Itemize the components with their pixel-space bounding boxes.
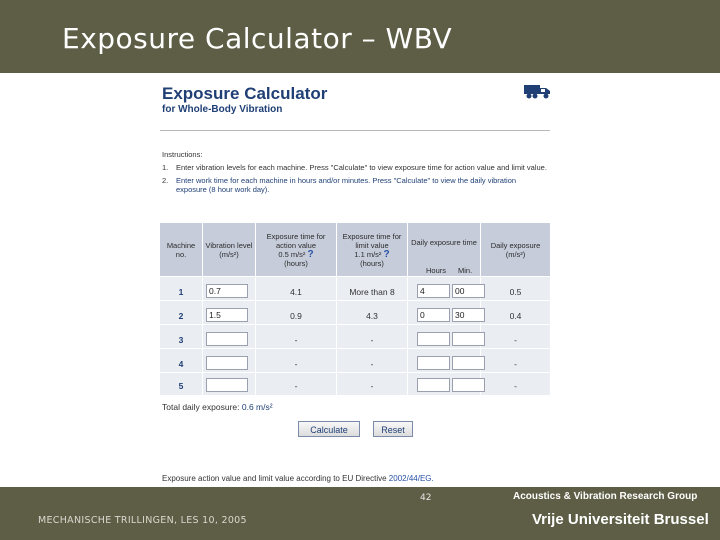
instruction-number: 1. (162, 163, 169, 172)
action-time-value: - (294, 381, 298, 391)
vibration-input[interactable] (206, 378, 248, 392)
header-action-value: 0.5 m/s² ? (278, 248, 314, 260)
exposure-calculator-app (160, 80, 552, 490)
machine-number: 5 (178, 381, 184, 391)
header-action-unit: (hours) (284, 258, 308, 268)
daily-exposure-value: - (514, 381, 517, 391)
action-time-value: 4.1 (290, 287, 302, 297)
header-action-label: Exposure time for action value (266, 231, 326, 250)
divider (160, 130, 550, 131)
course-label: MECHANISCHE TRILLINGEN, LES 10, 2005 (38, 515, 247, 526)
machine-number: 3 (178, 335, 184, 345)
eu-directive-link[interactable]: 2002/44/EG. (388, 474, 434, 483)
machine-number: 1 (178, 287, 184, 297)
limit-time-value: - (370, 335, 374, 345)
limit-time-value: More than 8 (349, 287, 395, 297)
footnote-text: Exposure action value and limit value according to EU Directive (162, 474, 387, 483)
column-divider (407, 223, 408, 395)
column-divider (336, 223, 337, 395)
header-limit-unit: (hours) (360, 258, 384, 268)
calculator-table (160, 223, 550, 395)
instruction-item (162, 163, 548, 172)
calculate-button[interactable]: Calculate (298, 421, 360, 437)
action-time-value: - (294, 359, 298, 369)
app-subtitle: for Whole-Body Vibration (162, 104, 283, 115)
instructions (162, 150, 548, 198)
action-time-value: 0.9 (290, 311, 302, 321)
header-vibration-label: Vibration level (205, 240, 253, 250)
slide-title: Exposure Calculator – WBV (62, 22, 453, 55)
hours-input[interactable] (417, 356, 450, 370)
header-machine-no: Machine no. (166, 240, 196, 259)
daily-exposure-value: - (514, 359, 517, 369)
hours-input[interactable] (417, 332, 450, 346)
row-divider (160, 372, 550, 373)
instruction-number: 2. (162, 176, 169, 185)
hours-input[interactable]: 0 (417, 308, 450, 322)
header-daily-exposure (481, 223, 550, 276)
slide-footer (0, 487, 720, 540)
limit-time-value: - (370, 359, 374, 369)
total-value: 0.6 m/s² (241, 402, 273, 412)
row-divider (160, 324, 550, 325)
footnote (162, 474, 434, 483)
minutes-input[interactable]: 00 (452, 284, 485, 298)
header-vibration-unit: (m/s²) (219, 249, 239, 259)
truck-icon (524, 82, 552, 100)
help-icon[interactable]: ? (307, 248, 314, 260)
header-limit-label: Exposure time for limit value (342, 231, 402, 250)
slide-header (0, 0, 720, 73)
action-time-value: - (294, 335, 298, 345)
instruction-text: Enter work time for each machine in hours and/or minutes. Press "Calculate" to view the daily vibration exposure (8 hour work day). (176, 176, 517, 194)
daily-exposure-value: - (514, 335, 517, 345)
header-daily-label: Daily exposure (490, 240, 541, 250)
vibration-input[interactable] (206, 356, 248, 370)
header-daily-unit: (m/s²) (505, 249, 526, 259)
daily-exposure-value: 0.4 (509, 311, 522, 321)
vibration-input[interactable]: 1.5 (206, 308, 248, 322)
hours-input[interactable]: 4 (417, 284, 450, 298)
vibration-input[interactable]: 0.7 (206, 284, 248, 298)
row-divider (160, 348, 550, 349)
header-limit-value: 1.1 m/s² ? (354, 248, 390, 260)
header-limit-time (337, 223, 407, 276)
university-name: Vrije Universiteit Brussel (532, 511, 709, 528)
app-title: Exposure Calculator (162, 84, 328, 103)
header-action-time (256, 223, 336, 276)
header-daily-time: Daily exposure time (411, 237, 477, 247)
column-divider (255, 223, 256, 395)
research-group: Acoustics & Vibration Research Group (513, 491, 698, 502)
instruction-text: Enter vibration levels for each machine. Press "Calculate" to view exposure time for action value and limit value. (176, 163, 547, 172)
page-number: 42 (420, 493, 432, 503)
row-divider (160, 276, 550, 277)
header-hours: Hours (426, 266, 447, 275)
instruction-item (162, 176, 548, 194)
limit-time-value: 4.3 (366, 311, 378, 321)
total-daily-exposure (162, 402, 273, 412)
instructions-heading: Instructions: (162, 150, 203, 159)
total-label: Total daily exposure: (162, 402, 240, 412)
row-divider (160, 300, 550, 301)
machine-number: 2 (178, 311, 184, 321)
help-icon[interactable]: ? (383, 248, 390, 260)
header-mins: Min. (458, 266, 473, 275)
minutes-input[interactable]: 30 (452, 308, 485, 322)
hours-input[interactable] (417, 378, 450, 392)
limit-time-value: - (370, 381, 374, 391)
reset-button[interactable]: Reset (373, 421, 413, 437)
machine-number: 4 (178, 359, 184, 369)
column-divider (202, 223, 203, 395)
header-vibration-level (203, 223, 255, 276)
daily-exposure-value: 0.5 (509, 287, 522, 297)
vibration-input[interactable] (206, 332, 248, 346)
